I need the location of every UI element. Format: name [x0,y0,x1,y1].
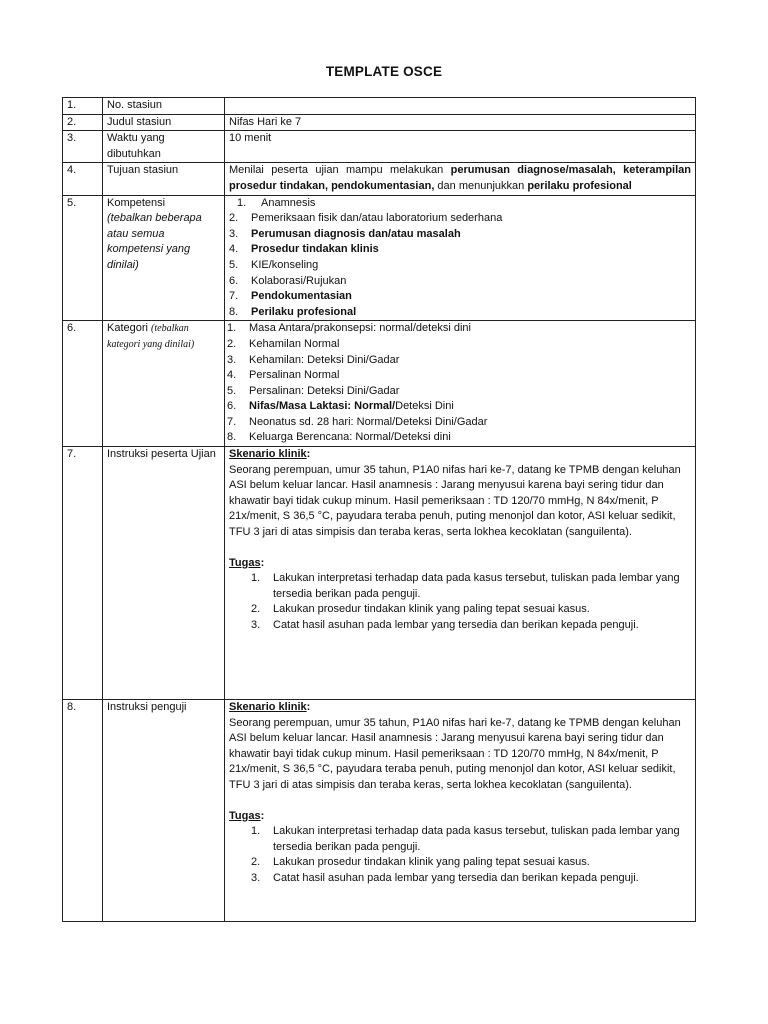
osce-table [62,97,696,922]
item-text: Perilaku profesional [251,305,357,318]
category-list [227,321,691,446]
item-number: 2. [251,856,261,869]
examiner-instruction-cell [225,700,696,922]
item-number: 5. [229,258,239,271]
row-label: Waktu yang dibutuhkan [103,131,225,163]
item-text: Lakukan prosedur tindakan klinik yang paling tepat sesuai kasus. [273,856,590,869]
item-text: Kolaborasi/Rujukan [251,274,347,287]
list-item [227,384,691,400]
list-item [229,227,691,243]
task-colon: : [260,809,265,822]
list-item [229,305,691,321]
category-note: (tebalkan kategori yang dinilai) [107,323,195,350]
row-number: 1. [63,98,103,115]
row-label: Judul stasiun [103,114,225,131]
row-label [103,195,225,321]
item-number: 2. [229,212,239,225]
item-text: Kehamilan: Deteksi Dini/Gadar [249,353,400,366]
row-label: Instruksi penguji [103,700,225,922]
row-number: 2. [63,114,103,131]
row-number: 3. [63,131,103,163]
scenario-colon: : [306,448,311,461]
item-text: Deteksi Dini [395,400,454,413]
item-text: Anamnesis [261,196,316,209]
item-text: Kehamilan Normal [249,337,340,350]
row-value: 10 menit [225,131,696,163]
task-list [229,571,691,633]
table-row [63,98,696,115]
list-item [229,602,691,618]
item-number: 1. [251,572,261,585]
list-item [227,353,691,369]
item-text: Pendokumentasian [251,290,352,303]
item-text-bold: Nifas/Masa Laktasi: Normal/ [249,400,396,413]
item-text: Catat hasil asuhan pada lembar yang tersedia dan berikan kepada penguji. [273,872,639,884]
item-number: 6. [229,274,239,287]
objective-part: dan menunjukkan [434,179,528,192]
table-row [63,163,696,195]
scenario-heading [229,700,691,716]
row-number: 7. [63,447,103,700]
item-text: Persalinan Normal [249,369,340,382]
list-item [229,258,691,274]
category-label: Kategori [107,322,148,335]
item-number: 3. [229,227,239,240]
list-item [229,211,691,227]
scenario-title: Skenario klinik [229,701,307,714]
task-colon: : [260,556,265,569]
row-label [103,321,225,447]
competency-list [229,196,691,321]
list-item [229,824,691,855]
task-list [229,824,691,886]
item-number: 1. [227,322,237,335]
item-text: KIE/konseling [251,258,319,271]
list-item [229,274,691,290]
competency-list-cell [225,195,696,321]
list-item [229,855,691,871]
objective-part: Menilai peserta ujian mampu melakukan [229,164,451,177]
item-text: Prosedur tindakan klinis [251,243,379,256]
table-row [63,321,696,447]
item-text: Pemeriksaan fisik dan/atau laboratorium sederhana [251,212,503,225]
list-item [229,871,691,887]
item-number: 7. [229,290,239,303]
item-number: 2. [227,337,237,350]
competency-note: (tebalkan beberapa atau semua kompetensi yang dinilai) [107,212,202,271]
item-text: Perumusan diagnosis dan/atau masalah [251,227,461,240]
competency-label: Kompetensi [107,196,166,209]
item-number: 4. [227,369,237,382]
row-number: 6. [63,321,103,447]
row-number: 5. [63,195,103,321]
row-number: 4. [63,163,103,195]
row-number: 8. [63,700,103,922]
table-row [63,114,696,131]
item-number: 6. [227,400,237,413]
table-row [63,700,696,922]
item-number: 1. [251,825,261,838]
item-number: 3. [251,619,261,631]
list-item [227,415,691,431]
row-value: Nifas Hari ke 7 [225,114,696,131]
category-list-cell [225,321,696,447]
task-heading [229,556,691,572]
item-text: Catat hasil asuhan pada lembar yang tersedia dan berikan kepada penguji. [273,619,639,631]
participant-instruction-cell [225,447,696,700]
document-title: TEMPLATE OSCE [325,64,443,79]
task-title: Tugas [229,809,261,822]
task-title: Tugas [229,556,261,569]
scenario-text: Seorang perempuan, umur 35 tahun, P1A0 nifas hari ke-7, datang ke TPMB dengan keluhan ASI belum keluar lancar. Hasil anamnesis : Jarang menyusui karena bayi sering tidur dan khawatir bayi tidak cukup minum. Hasil pemeriksaan : TD 120/70 mmHg, N 84x/menit, P 21x/menit, S 36,5 °C, payudara teraba penuh, puting menonjol dan kotor, ASI keluar sedikit, TFU 3 jari di atas simpisis dan teraba keras, serta lokhea kecoklatan (sanguilenta). [229,463,681,539]
item-text: Lakukan interpretasi terhadap data pada kasus tersebut, tuliskan pada lembar yang tersedia berikan pada penguji. [273,825,680,853]
row-label: Tujuan stasiun [103,163,225,195]
list-item [227,430,691,446]
list-item [227,368,691,384]
list-item [229,571,691,602]
item-number: 2. [251,603,261,616]
item-text: Keluarga Berencana: Normal/Deteksi dini [249,431,451,444]
item-text: Neonatus sd. 28 hari: Normal/Deteksi Dini/Gadar [249,415,488,428]
scenario-colon: : [306,701,311,714]
table-row [63,195,696,321]
scenario-title: Skenario klinik [229,448,307,461]
table-row [63,447,696,700]
objective-text [225,163,696,195]
item-text: Persalinan: Deteksi Dini/Gadar [249,384,400,397]
item-number: 4. [229,243,239,256]
list-item [229,289,691,305]
list-item [227,399,691,415]
row-value [225,98,696,115]
list-item [229,242,691,258]
list-item [227,337,691,353]
item-number: 8. [229,305,239,318]
table-row [63,131,696,163]
row-label: Instruksi peserta Ujian [103,447,225,700]
item-number: 1. [237,196,247,209]
item-text: Masa Antara/prakonsepsi: normal/deteksi dini [249,322,471,335]
scenario-heading [229,447,691,463]
item-number: 5. [227,384,237,397]
task-heading [229,809,691,825]
item-number: 3. [251,872,261,884]
objective-bold-part: perilaku profesional [527,179,632,192]
item-text: Lakukan prosedur tindakan klinik yang paling tepat sesuai kasus. [273,603,590,616]
list-item [227,321,691,337]
item-number: 7. [227,415,237,428]
item-text: Lakukan interpretasi terhadap data pada kasus tersebut, tuliskan pada lembar yang tersedia berikan pada penguji. [273,572,680,600]
item-number: 8. [227,431,237,444]
list-item [229,196,691,212]
row-label: No. stasiun [103,98,225,115]
item-number: 3. [227,353,237,366]
objective-bold-part: perumusan diagnose/masalah, keterampilan prosedur tindakan, pendokumentasian, [229,164,691,192]
list-item [229,618,691,634]
scenario-text: Seorang perempuan, umur 35 tahun, P1A0 nifas hari ke-7, datang ke TPMB dengan keluhan ASI belum keluar lancar. Hasil anamnesis : Jarang menyusui karena bayi sering tidur dan khawatir bayi tidak cukup minum. Hasil pemeriksaan : TD 120/70 mmHg, N 84x/menit, P 21x/menit, S 36,5 °C, payudara teraba penuh, puting menonjol dan kotor, ASI keluar sedikit, TFU 3 jari di atas simpisis dan teraba keras, serta lokhea kecoklatan (sanguilenta). [229,716,681,792]
